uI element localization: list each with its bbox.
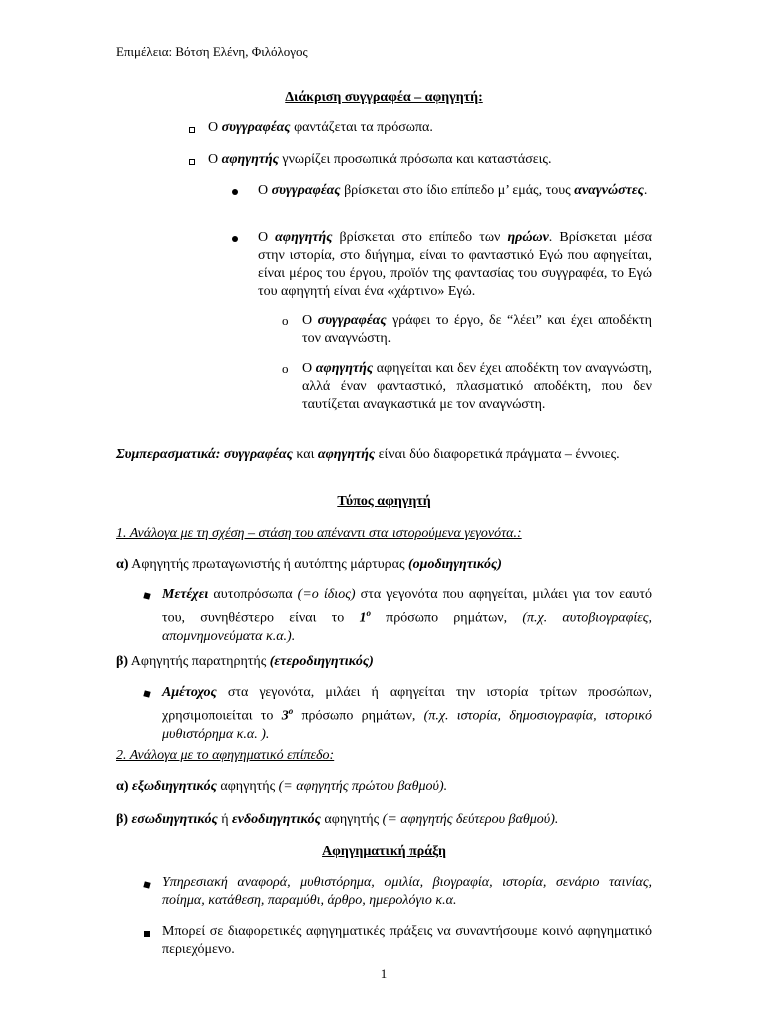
b2-em2: ηρώων — [507, 230, 549, 245]
o2-pre: Ο — [302, 361, 316, 376]
q1-post: φαντάζεται τα πρόσωπα. — [290, 120, 433, 135]
section-title-narrative-act: Αφηγηματική πράξη — [322, 844, 446, 859]
c1-text — [116, 778, 652, 796]
section-title-narrator-type: Τύπος αφηγητή — [337, 494, 431, 509]
b1-pre: Ο — [258, 183, 272, 198]
s1-text — [162, 586, 652, 646]
s1-sup: ο — [366, 608, 371, 618]
b1-em: συγγραφέας — [271, 183, 341, 198]
b1-em2: αναγνώστες — [574, 183, 644, 198]
s2-i2: (π.χ. ιστορία, δημοσιογραφία, ιστορικό μυθιστόρημα κ.α. ). — [162, 708, 652, 742]
a2-body: Αφηγητής παρατηρητής — [128, 654, 270, 669]
o1-pre: Ο — [302, 313, 318, 328]
b2-text — [258, 229, 652, 301]
page-number: 1 — [380, 966, 388, 981]
circle-bullet-icon: o — [282, 361, 289, 376]
c2-em2: ενδοδιηγητικός — [232, 812, 321, 827]
b1-text — [258, 182, 652, 200]
s1-i2: (π.χ. αυτοβιογραφίες, απομνημονεύματα κ.α.). — [162, 610, 652, 644]
b1-post: . — [643, 183, 648, 198]
o1-em: συγγραφέας — [317, 313, 387, 328]
p2-text: Μπορεί σε διαφορετικές αφηγηματικές πράξεις να συναντήσουμε κοινό αφηγηματικό περιεχόμενο. — [162, 924, 652, 957]
b2-post: . Βρίσκεται μέσα στην ιστορία, στο διήγημα, είναι το φανταστικό Εγώ που αφηγείται, είναι μέρος του έργου, προϊόν της φαντασίας του συγγραφέα, το Εγώ του αφηγητή είναι ένα «χάρτινο» Εγώ. — [258, 230, 652, 299]
c2-em: εσωδιηγητικός — [128, 812, 218, 827]
c1-body: αφηγητής — [216, 779, 279, 794]
c1-label: α) — [116, 779, 129, 794]
conclusion-em: Συμπερασματικά: συγγραφέας — [116, 447, 293, 462]
c1-em: εξωδιηγητικός — [128, 779, 217, 794]
round-bullet-icon — [232, 189, 238, 195]
b2-em: αφηγητής — [275, 230, 333, 245]
c1-italic: (= αφηγητής πρώτου βαθμού). — [278, 779, 448, 794]
filled-square-bullet-icon — [144, 931, 150, 937]
conclusion-text — [116, 446, 652, 464]
s1-t2: στα γεγονότα που αφηγείται, μιλάει για τον εαυτό του, συνηθέστερο είναι το — [162, 587, 652, 626]
c2-body: ή — [217, 812, 233, 827]
q2-em: αφηγητής — [221, 152, 279, 167]
subsection-1-heading: 1. Ανάλογα με τη σχέση – στάση του απέναντι στα ιστορούμενα γεγονότα.: — [116, 526, 522, 541]
section-title-distinction: Διάκριση συγγραφέα – αφηγητή: — [285, 90, 483, 105]
p1-text: Υπηρεσιακή αναφορά, μυθιστόρημα, ομιλία, βιογραφία, ιστορία, σενάριο ταινίας, ποίημα, κατάθεση, παραμύθι, άρθρο, ημερολόγιο κ.α. — [162, 875, 652, 908]
b1-mid: βρίσκεται στο ίδιο επίπεδο μ’ εμάς, τους — [340, 183, 575, 198]
s1-t1: αυτοπρόσωπα — [208, 587, 298, 602]
filled-square-bullet-icon — [143, 690, 150, 697]
page-header: Επιμέλεια: Βότση Ελένη, Φιλόλογος — [116, 44, 308, 59]
filled-square-bullet-icon — [143, 881, 150, 888]
q1-em: συγγραφέας — [221, 120, 291, 135]
s2-t2: πρόσωπο ρημάτων, — [293, 708, 424, 724]
o2-text — [302, 360, 652, 414]
conclusion-post: είναι δύο διαφορετικά πράγματα – έννοιες. — [375, 447, 620, 462]
a1-em: (ομοδιηγητικός) — [408, 557, 502, 572]
s2-num: 3 — [281, 708, 289, 724]
a1-label: α) — [116, 557, 129, 572]
subsection-2-heading: 2. Ανάλογα με το αφηγηματικό επίπεδο: — [116, 748, 335, 763]
q2-pre: Ο — [208, 152, 222, 167]
s1-t3: πρόσωπο ρημάτων, — [370, 610, 523, 626]
conclusion-em2: αφηγητής — [317, 447, 376, 462]
c2-body2: αφηγητής — [320, 812, 383, 827]
o2-em: αφηγητής — [315, 361, 374, 376]
o1-post: γράφει το έργο, δε “λέει” και έχει αποδέκτη τον αναγνώστη. — [302, 313, 652, 346]
s1-num: 1 — [359, 610, 367, 626]
c2-label: β) — [116, 812, 129, 827]
q1-pre: Ο — [208, 120, 222, 135]
conclusion-mid: και — [292, 447, 318, 462]
c2-text — [116, 811, 652, 829]
s2-t1: στα γεγονότα, μιλάει ή αφηγείται την ιστορία τρίτων προσώπων, χρησιμοποιείται το — [162, 685, 652, 724]
s2-em: Αμέτοχος — [162, 685, 217, 700]
s1-em: Μετέχει — [162, 587, 209, 602]
q2-post: γνωρίζει προσωπικά πρόσωπα και καταστάσεις. — [278, 152, 552, 167]
a1-body: Αφηγητής πρωταγωνιστής ή αυτόπτης μάρτυρας — [128, 557, 409, 572]
circle-bullet-icon: o — [282, 313, 289, 328]
filled-square-bullet-icon — [143, 592, 150, 599]
q2-text — [208, 151, 658, 169]
q1-text — [208, 119, 658, 137]
a2-em: (ετεροδιηγητικός) — [269, 654, 374, 669]
round-bullet-icon — [232, 236, 238, 242]
c2-italic: (= αφηγητής δεύτερου βαθμού). — [382, 812, 559, 827]
s1-i1: (=ο ίδιος) — [297, 587, 356, 602]
b2-mid: βρίσκεται στο επίπεδο των — [332, 230, 508, 245]
s2-text — [162, 684, 652, 744]
o2-post: αφηγείται και δεν έχει αποδέκτη τον αναγνώστη, αλλά έναν φανταστικό, πλασματικό αποδέκτη, που δεν ταυτίζεται αναγκαστικά με τον αναγνώστη. — [302, 361, 652, 412]
a2-text — [116, 653, 652, 671]
a1-text — [116, 556, 652, 574]
s2-sup: ο — [288, 706, 294, 716]
b2-pre: Ο — [258, 230, 276, 245]
square-bullet-icon — [189, 127, 195, 133]
o1-text — [302, 312, 652, 348]
square-bullet-icon — [189, 159, 195, 165]
a2-label: β) — [116, 654, 129, 669]
